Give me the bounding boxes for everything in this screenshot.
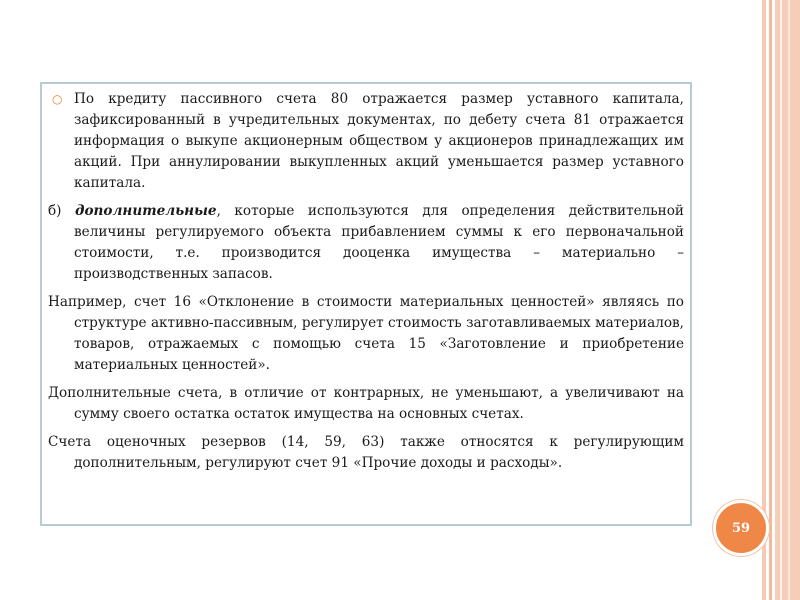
paragraph-2: [48, 201, 684, 285]
paragraph-4: Дополнительные счета, в отличие от контрарных, не уменьшают, а увеличивают на сумму своего остатка остаток имущества на основных счетах.: [48, 385, 684, 422]
paragraph-5: Счета оценочных резервов (14, 59, 63) также относятся к регулирующим дополнительным, регулируют счет 91 «Прочие доходы и расходы».: [48, 434, 684, 471]
decorative-stripe: [780, 0, 782, 600]
content-box: [40, 82, 692, 526]
paragraph-1: [48, 89, 684, 194]
paragraph-3: Например, счет 16 «Отклонение в стоимости материальных ценностей» являясь по структуре активно-пассивным, регулирует стоимость заготавливаемых материалов, товаров, отражаемых с помощью счета 15 «Заготовление и приобретение материальных ценностей».: [48, 294, 684, 373]
paragraph-2-rest: , которые используются для определения действительной величины регулируемого объекта прибавлением суммы к его первоначальной стоимости, т.е. производится дооценка имущества – материально – производственных запасов.: [74, 203, 684, 282]
term-additional: дополнительные: [75, 203, 217, 219]
decorative-stripe: [788, 0, 790, 600]
paragraph-1-text: По кредиту пассивного счета 80 отражается размер уставного капитала, зафиксированный в учредительных документах, по дебету счета 81 отражается информация о выкупе акционерным обществом у акционеров принадлежащих им акций. При аннулировании выкупленных акций уменьшается размер уставного капитала.: [74, 91, 684, 191]
page-number-badge: 59: [713, 500, 769, 556]
paragraph-2-prefix: б): [48, 203, 76, 219]
hollow-circle-icon: ○: [52, 92, 63, 106]
decorative-stripe: [769, 0, 772, 600]
